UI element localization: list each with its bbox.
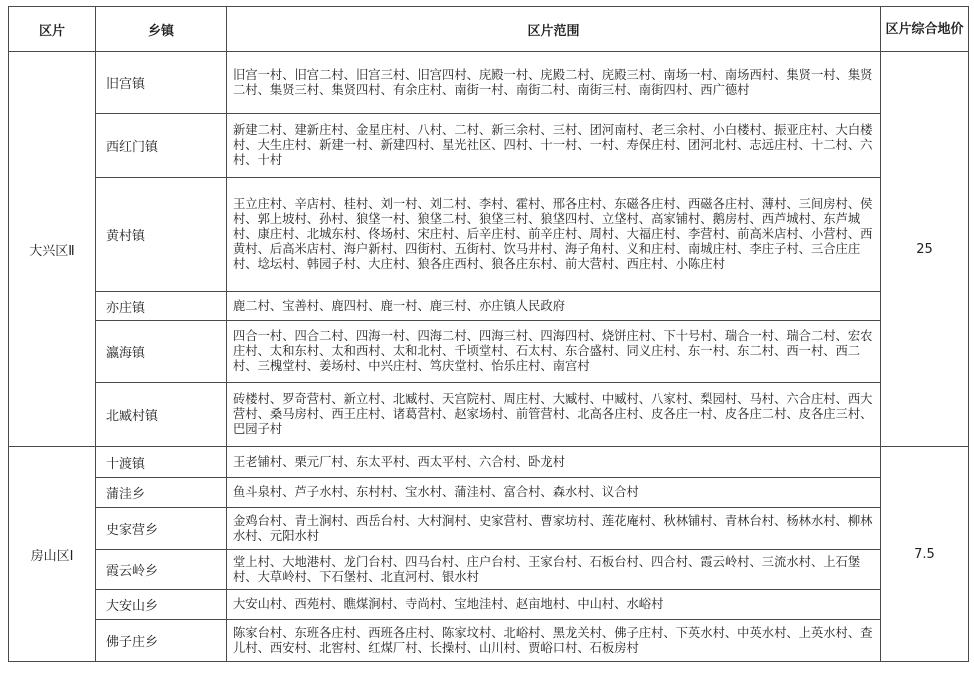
scope-cell: 陈家台村、东班各庄村、西班各庄村、陈家坟村、北峪村、黑龙关村、佛子庄村、下英水村、中英水村、上英水村、查儿村、西安村、北窖村、红煤厂村、长操村、山川村、贾峪口村、石板房村 [227, 620, 881, 662]
table-row [9, 383, 969, 447]
scope-cell: 四合一村、四合二村、四海一村、四海二村、四海三村、四海四村、烧饼庄村、下十号村、瑞合一村、瑞合二村、宏农庄村、太和东村、太和西村、太和北村、千顷堂村、石太村、东合盛村、同义庄村、东一村、东二村、西一村、西二村、三槐堂村、姜场村、中兴庄村、笃庆堂村、怡乐庄村、南宫村 [227, 321, 881, 383]
table-row [9, 447, 969, 478]
table-row [9, 508, 969, 550]
header-row [9, 7, 969, 52]
table-row [9, 114, 969, 178]
table-row [9, 478, 969, 508]
scope-cell: 鱼斗泉村、芦子水村、东村村、宝水村、蒲洼村、富合村、森水村、议合村 [227, 478, 881, 508]
scope-cell: 鹿二村、宝善村、鹿四村、鹿一村、鹿三村、亦庄镇人民政府 [227, 292, 881, 321]
town-cell: 亦庄镇 [96, 292, 227, 321]
scope-cell: 砖楼村、罗奇营村、新立村、北臧村、天宫院村、周庄村、大臧村、中臧村、八家村、梨园村、马村、六合庄村、西大营村、桑马房村、西王庄村、诸葛营村、赵家场村、前管营村、北高各庄村、皮各庄一村、皮各庄二村、皮各庄三村、巴园子村 [227, 383, 881, 447]
table-row [9, 620, 969, 662]
scope-cell: 旧宫一村、旧宫二村、旧宫三村、旧宫四村、庑殿一村、庑殿二村、庑殿三村、南场一村、南场西村、集贤一村、集贤二村、集贤三村、集贤四村、有余庄村、南街一村、南街二村、南街三村、南街四村、西广德村 [227, 52, 881, 114]
table-row [9, 52, 969, 114]
header-scope: 区片范围 [227, 7, 881, 52]
town-cell: 十渡镇 [96, 447, 227, 478]
town-cell: 西红门镇 [96, 114, 227, 178]
table-row [9, 321, 969, 383]
header-town: 乡镇 [96, 7, 227, 52]
scope-cell: 大安山村、西苑村、瞧煤涧村、寺尚村、宝地洼村、赵亩地村、中山村、水峪村 [227, 590, 881, 620]
town-cell: 史家营乡 [96, 508, 227, 550]
town-cell: 旧宫镇 [96, 52, 227, 114]
header-price: 区片综合地价 [881, 7, 969, 52]
scope-cell: 金鸡台村、青土涧村、西岳台村、大村涧村、史家营村、曹家坊村、莲花庵村、秋林铺村、青林台村、杨林水村、柳林水村、元阳水村 [227, 508, 881, 550]
price-cell: 7.5 [881, 447, 969, 662]
table-row [9, 178, 969, 292]
price-cell: 25 [881, 52, 969, 447]
town-cell: 佛子庄乡 [96, 620, 227, 662]
table-row [9, 590, 969, 620]
town-cell: 大安山乡 [96, 590, 227, 620]
header-district: 区片 [9, 7, 96, 52]
town-cell: 瀛海镇 [96, 321, 227, 383]
town-cell: 北臧村镇 [96, 383, 227, 447]
district-cell: 大兴区Ⅱ [9, 52, 96, 447]
scope-cell: 堂上村、大地港村、龙门台村、四马台村、庄户台村、王家台村、石板台村、四合村、霞云岭村、三流水村、上石堡村、大草岭村、下石堡村、北直河村、银水村 [227, 550, 881, 590]
scope-cell: 新建二村、建新庄村、金星庄村、八村、二村、新三余村、三村、团河南村、老三余村、小白楼村、振亚庄村、大白楼村、大生庄村、新建一村、新建四村、星光社区、四村、十一村、一村、寿保庄村、团河北村、志远庄村、十二村、六村、十村 [227, 114, 881, 178]
town-cell: 黄村镇 [96, 178, 227, 292]
scope-cell: 王立庄村、辛店村、桂村、刘一村、刘二村、李村、霍村、邢各庄村、东磁各庄村、西磁各庄村、薄村、三间房村、侯村、郭上坡村、孙村、狼垡一村、狼垡二村、狼垡三村、狼垡四村、立垡村、高家铺村、鹅房村、西芦城村、东芦城村、康庄村、北城东村、佟场村、宋庄村、后辛庄村、前辛庄村、周村、大福庄村、李营村、前高米店村、小营村、西黄村、后高米店村、海户新村、四街村、五街村、饮马井村、海子角村、义和庄村、南城庄村、李庄子村、三合庄庄村、埝坛村、韩园子村、大庄村、狼各庄西村、狼各庄东村、前大营村、西庄村、小陈庄村 [227, 178, 881, 292]
table-row [9, 550, 969, 590]
scope-cell: 王老铺村、栗元厂村、东太平村、西太平村、六合村、卧龙村 [227, 447, 881, 478]
town-cell: 蒲洼乡 [96, 478, 227, 508]
town-cell: 霞云岭乡 [96, 550, 227, 590]
district-cell: 房山区Ⅰ [9, 447, 96, 662]
table-row [9, 292, 969, 321]
land-price-table [8, 6, 969, 662]
